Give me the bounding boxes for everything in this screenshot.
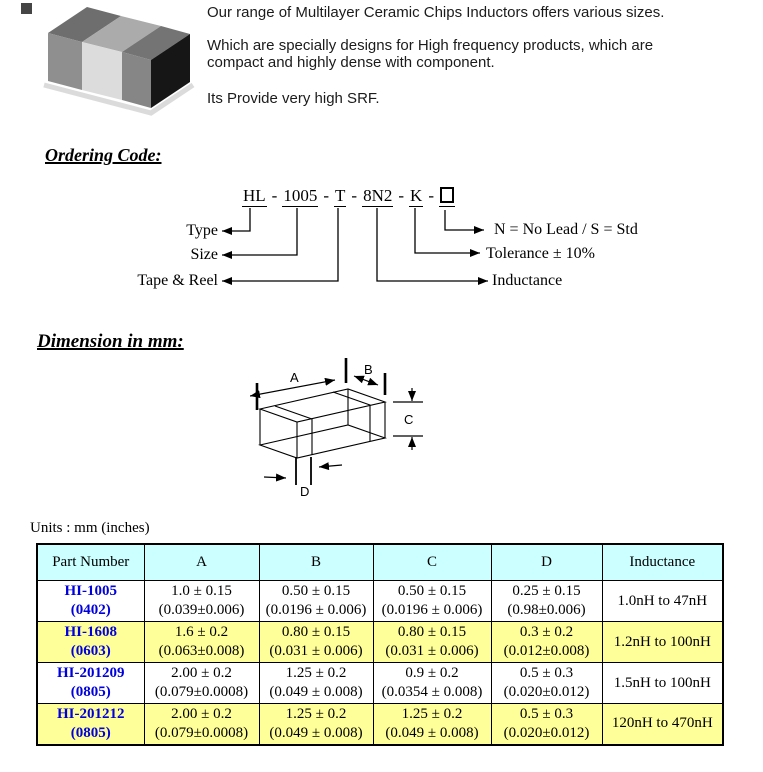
dim-label-d: D — [300, 484, 310, 499]
dim-label-a: A — [290, 370, 299, 385]
dim-a-cell: 1.6 ± 0.2 (0.063±0.008) — [144, 622, 259, 663]
table-row — [37, 622, 723, 663]
ordering-code-text — [242, 186, 455, 206]
part-number-cell: HI-201209 (0805) — [37, 663, 144, 704]
ordering-label-type: Type — [186, 222, 218, 239]
dim-d-cell: 0.3 ± 0.2 (0.012±0.008) — [491, 622, 602, 663]
intro-line-1: Our range of Multilayer Ceramic Chips Inductors offers various sizes. — [207, 4, 665, 21]
chip-shadow — [44, 85, 193, 113]
size-connector-line — [222, 208, 297, 255]
dim-a-cell: 1.0 ± 0.15 (0.039±0.006) — [144, 581, 259, 622]
header-part-number: Part Number — [37, 544, 144, 581]
parts-table — [36, 543, 724, 746]
dim-b-cell: 0.50 ± 0.15 (0.0196 ± 0.006) — [259, 581, 373, 622]
table-row — [37, 581, 723, 622]
units-note: Units : mm (inches) — [30, 520, 150, 536]
dim-b-cell: 1.25 ± 0.2 (0.049 ± 0.008) — [259, 704, 373, 745]
d-ticks — [296, 457, 311, 485]
chip-body — [48, 7, 190, 108]
part-number-cell: HI-1608 (0603) — [37, 622, 144, 663]
ordering-code-heading: Ordering Code: — [45, 145, 162, 165]
header-inductance: Inductance — [602, 544, 723, 581]
header-b: B — [259, 544, 373, 581]
dim-d-cell: 0.25 ± 0.15 (0.98±0.006) — [491, 581, 602, 622]
table-row — [37, 663, 723, 704]
code-separator: - — [323, 186, 330, 205]
code-size-segment: 1005 — [283, 186, 318, 205]
dimension-diagram — [250, 350, 470, 510]
ordering-label-lead: N = No Lead / S = Std — [494, 221, 638, 238]
tolerance-connector-line — [415, 208, 480, 253]
part-number-cell: HI-201212 (0805) — [37, 704, 144, 745]
wireframe-box — [260, 389, 385, 458]
table-row — [37, 704, 723, 745]
code-separator: - — [351, 186, 358, 205]
placeholder-box-icon — [440, 187, 454, 203]
code-separator: - — [428, 186, 434, 205]
table-header-row — [37, 544, 723, 581]
header-a: A — [144, 544, 259, 581]
dim-label-c: C — [404, 412, 414, 427]
header-d: D — [491, 544, 602, 581]
dim-d-cell: 0.5 ± 0.3 (0.020±0.012) — [491, 663, 602, 704]
dim-a-cell: 2.00 ± 0.2 (0.079±0.0008) — [144, 663, 259, 704]
code-separator: - — [398, 186, 405, 205]
lead-connector-line — [445, 210, 484, 230]
code-inductance-segment: 8N2 — [363, 186, 393, 205]
ordering-label-size: Size — [190, 246, 218, 263]
header-c: C — [373, 544, 491, 581]
dimension-arrows — [250, 376, 423, 478]
dimension-ticks — [257, 358, 385, 410]
intro-line-2: Which are specially designs for High frequency products, which are compact and highly dense with component. — [207, 37, 654, 71]
intro-line-3: Its Provide very high SRF. — [207, 90, 380, 107]
dim-c-cell: 0.80 ± 0.15 (0.031 ± 0.006) — [373, 622, 491, 663]
dim-a-cell: 2.00 ± 0.2 (0.079±0.0008) — [144, 704, 259, 745]
code-lead-segment — [439, 186, 455, 207]
inductance-cell: 1.0nH to 47nH — [602, 581, 723, 622]
code-separator: - — [271, 186, 278, 205]
inductance-cell: 1.2nH to 100nH — [602, 622, 723, 663]
dim-c-cell: 0.50 ± 0.15 (0.0196 ± 0.006) — [373, 581, 491, 622]
code-type-segment: HL — [243, 186, 266, 205]
part-number-cell: HI-1005 (0402) — [37, 581, 144, 622]
dim-c-cell: 1.25 ± 0.2 (0.049 ± 0.008) — [373, 704, 491, 745]
dim-label-b: B — [364, 362, 373, 377]
dim-b-cell: 0.80 ± 0.15 (0.031 ± 0.006) — [259, 622, 373, 663]
dim-d-cell: 0.5 ± 0.3 (0.020±0.012) — [491, 704, 602, 745]
scan-artifact — [21, 3, 32, 14]
ordering-label-inductance: Inductance — [492, 272, 563, 289]
code-tape-segment: T — [335, 186, 346, 205]
dimension-heading: Dimension in mm: — [37, 331, 184, 352]
ordering-label-tolerance: Tolerance ± 10% — [486, 245, 595, 262]
type-connector-line — [222, 208, 250, 231]
code-tolerance-segment: K — [410, 186, 423, 205]
ordering-label-tape-reel: Tape & Reel — [137, 272, 218, 289]
inductance-cell: 1.5nH to 100nH — [602, 663, 723, 704]
chip-inductor-image — [18, 0, 203, 118]
dim-c-cell: 0.9 ± 0.2 (0.0354 ± 0.008) — [373, 663, 491, 704]
inductance-cell: 120nH to 470nH — [602, 704, 723, 745]
dim-b-cell: 1.25 ± 0.2 (0.049 ± 0.008) — [259, 663, 373, 704]
tape-reel-connector-line — [222, 208, 338, 281]
inductance-connector-line — [377, 208, 488, 281]
